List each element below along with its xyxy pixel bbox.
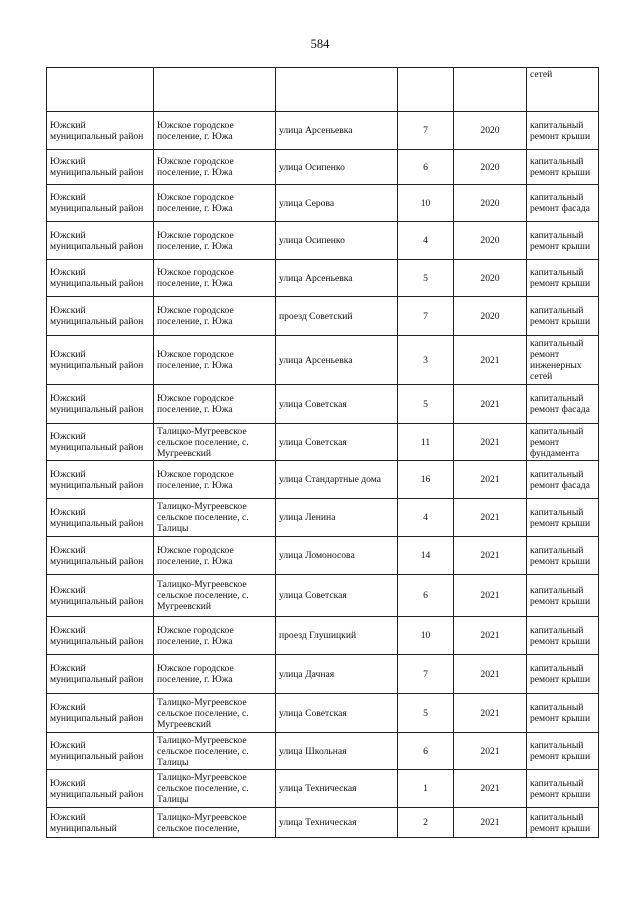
house-cell: 1: [398, 770, 454, 808]
house-cell: [398, 68, 454, 112]
table-row: [47, 770, 599, 808]
work-cell: капитальный ремонт крыши: [527, 808, 599, 838]
district-cell: Южский муниципальный район: [47, 694, 154, 733]
year-cell: 2021: [454, 385, 527, 424]
table-row: [47, 185, 599, 222]
street-cell: [276, 68, 398, 112]
year-cell: 2021: [454, 537, 527, 575]
table-row: [47, 733, 599, 770]
street-cell: улица Техническая: [276, 770, 398, 808]
settlement-cell: Южское городское поселение, г. Южа: [154, 537, 276, 575]
street-cell: улица Осипенко: [276, 150, 398, 185]
street-cell: улица Школьная: [276, 733, 398, 770]
street-cell: проезд Советский: [276, 297, 398, 336]
house-cell: 14: [398, 537, 454, 575]
page-number: 584: [310, 37, 330, 51]
settlement-cell: Талицко-Мугреевское сельское поселение, с. Мугреевский: [154, 424, 276, 461]
work-cell: капитальный ремонт крыши: [527, 617, 599, 655]
year-cell: 2021: [454, 770, 527, 808]
district-cell: Южский муниципальный район: [47, 112, 154, 150]
house-cell: 4: [398, 499, 454, 537]
year-cell: 2020: [454, 185, 527, 222]
house-cell: 7: [398, 297, 454, 336]
table-row: [47, 617, 599, 655]
settlement-cell: Талицко-Мугреевское сельское поселение,: [154, 808, 276, 838]
work-cell: капитальный ремонт фасада: [527, 185, 599, 222]
settlement-cell: Южское городское поселение, г. Южа: [154, 260, 276, 297]
district-cell: Южский муниципальный район: [47, 655, 154, 694]
work-cell: капитальный ремонт крыши: [527, 222, 599, 260]
settlement-cell: Южское городское поселение, г. Южа: [154, 112, 276, 150]
district-cell: Южский муниципальный район: [47, 185, 154, 222]
district-cell: Южский муниципальный район: [47, 733, 154, 770]
table-row: [47, 461, 599, 499]
table-row: [47, 575, 599, 617]
settlement-cell: Южское городское поселение, г. Южа: [154, 336, 276, 385]
year-cell: 2021: [454, 617, 527, 655]
work-cell: капитальный ремонт фасада: [527, 461, 599, 499]
year-cell: 2021: [454, 499, 527, 537]
house-cell: 5: [398, 694, 454, 733]
work-cell: капитальный ремонт крыши: [527, 694, 599, 733]
table-row: [47, 260, 599, 297]
table-row: [47, 336, 599, 385]
district-cell: [47, 68, 154, 112]
house-cell: 11: [398, 424, 454, 461]
house-cell: 4: [398, 222, 454, 260]
table-row: [47, 150, 599, 185]
work-cell: капитальный ремонт крыши: [527, 150, 599, 185]
table-row: [47, 499, 599, 537]
year-cell: 2020: [454, 112, 527, 150]
year-cell: 2021: [454, 424, 527, 461]
district-cell: Южский муниципальный район: [47, 260, 154, 297]
district-cell: Южский муниципальный район: [47, 297, 154, 336]
street-cell: улица Серова: [276, 185, 398, 222]
district-cell: Южский муниципальный район: [47, 461, 154, 499]
settlement-cell: Южское городское поселение, г. Южа: [154, 461, 276, 499]
year-cell: 2021: [454, 575, 527, 617]
work-cell: капитальный ремонт крыши: [527, 112, 599, 150]
house-cell: 2: [398, 808, 454, 838]
settlement-cell: Талицко-Мугреевское сельское поселение, с. Талицы: [154, 733, 276, 770]
settlement-cell: Южское городское поселение, г. Южа: [154, 385, 276, 424]
district-cell: Южский муниципальный район: [47, 424, 154, 461]
settlement-cell: Талицко-Мугреевское сельское поселение, с. Талицы: [154, 499, 276, 537]
table-row: [47, 68, 599, 112]
street-cell: улица Советская: [276, 694, 398, 733]
district-cell: Южский муниципальный: [47, 808, 154, 838]
table-row: [47, 112, 599, 150]
work-cell: капитальный ремонт крыши: [527, 499, 599, 537]
year-cell: [454, 68, 527, 112]
year-cell: 2020: [454, 150, 527, 185]
street-cell: улица Советская: [276, 575, 398, 617]
house-cell: 5: [398, 385, 454, 424]
district-cell: Южский муниципальный район: [47, 499, 154, 537]
street-cell: улица Стандартные дома: [276, 461, 398, 499]
street-cell: улица Арсеньевка: [276, 260, 398, 297]
street-cell: улица Арсеньевка: [276, 112, 398, 150]
street-cell: улица Арсеньевка: [276, 336, 398, 385]
house-cell: 6: [398, 575, 454, 617]
work-cell: капитальный ремонт крыши: [527, 770, 599, 808]
year-cell: 2021: [454, 461, 527, 499]
settlement-cell: Южское городское поселение, г. Южа: [154, 617, 276, 655]
year-cell: 2020: [454, 222, 527, 260]
street-cell: улица Ленина: [276, 499, 398, 537]
street-cell: проезд Глушицкий: [276, 617, 398, 655]
house-cell: 3: [398, 336, 454, 385]
house-cell: 7: [398, 655, 454, 694]
year-cell: 2021: [454, 336, 527, 385]
year-cell: 2020: [454, 260, 527, 297]
settlement-cell: Южское городское поселение, г. Южа: [154, 222, 276, 260]
work-cell: капитальный ремонт фасада: [527, 385, 599, 424]
district-cell: Южский муниципальный район: [47, 575, 154, 617]
district-cell: Южский муниципальный район: [47, 617, 154, 655]
year-cell: 2021: [454, 694, 527, 733]
work-cell: капитальный ремонт крыши: [527, 655, 599, 694]
table-row: [47, 808, 599, 838]
district-cell: Южский муниципальный район: [47, 336, 154, 385]
table-row: [47, 537, 599, 575]
work-cell: капитальный ремонт инженерных сетей: [527, 336, 599, 385]
street-cell: улица Техническая: [276, 808, 398, 838]
settlement-cell: Талицко-Мугреевское сельское поселение, с. Мугреевский: [154, 694, 276, 733]
work-cell: сетей: [527, 68, 599, 112]
settlement-cell: Южское городское поселение, г. Южа: [154, 185, 276, 222]
settlement-cell: Талицко-Мугреевское сельское поселение, с. Талицы: [154, 770, 276, 808]
house-cell: 7: [398, 112, 454, 150]
year-cell: 2021: [454, 733, 527, 770]
table-row: [47, 424, 599, 461]
district-cell: Южский муниципальный район: [47, 770, 154, 808]
work-cell: капитальный ремонт фундамента: [527, 424, 599, 461]
work-cell: капитальный ремонт крыши: [527, 297, 599, 336]
year-cell: 2021: [454, 808, 527, 838]
house-cell: 16: [398, 461, 454, 499]
work-cell: капитальный ремонт крыши: [527, 260, 599, 297]
street-cell: улица Осипенко: [276, 222, 398, 260]
year-cell: 2021: [454, 655, 527, 694]
housing-repair-table: [46, 67, 599, 838]
year-cell: 2020: [454, 297, 527, 336]
settlement-cell: [154, 68, 276, 112]
table-row: [47, 694, 599, 733]
house-cell: 5: [398, 260, 454, 297]
table-row: [47, 385, 599, 424]
settlement-cell: Южское городское поселение, г. Южа: [154, 655, 276, 694]
house-cell: 10: [398, 185, 454, 222]
table-row: [47, 655, 599, 694]
street-cell: улица Советская: [276, 385, 398, 424]
district-cell: Южский муниципальный район: [47, 537, 154, 575]
district-cell: Южский муниципальный район: [47, 150, 154, 185]
street-cell: улица Дачная: [276, 655, 398, 694]
district-cell: Южский муниципальный район: [47, 222, 154, 260]
settlement-cell: Южское городское поселение, г. Южа: [154, 150, 276, 185]
street-cell: улица Ломоносова: [276, 537, 398, 575]
settlement-cell: Южское городское поселение, г. Южа: [154, 297, 276, 336]
street-cell: улица Советская: [276, 424, 398, 461]
work-cell: капитальный ремонт крыши: [527, 733, 599, 770]
district-cell: Южский муниципальный район: [47, 385, 154, 424]
work-cell: капитальный ремонт крыши: [527, 575, 599, 617]
house-cell: 6: [398, 150, 454, 185]
settlement-cell: Талицко-Мугреевское сельское поселение, с. Мугреевский: [154, 575, 276, 617]
house-cell: 6: [398, 733, 454, 770]
table-row: [47, 297, 599, 336]
table-row: [47, 222, 599, 260]
work-cell: капитальный ремонт крыши: [527, 537, 599, 575]
house-cell: 10: [398, 617, 454, 655]
